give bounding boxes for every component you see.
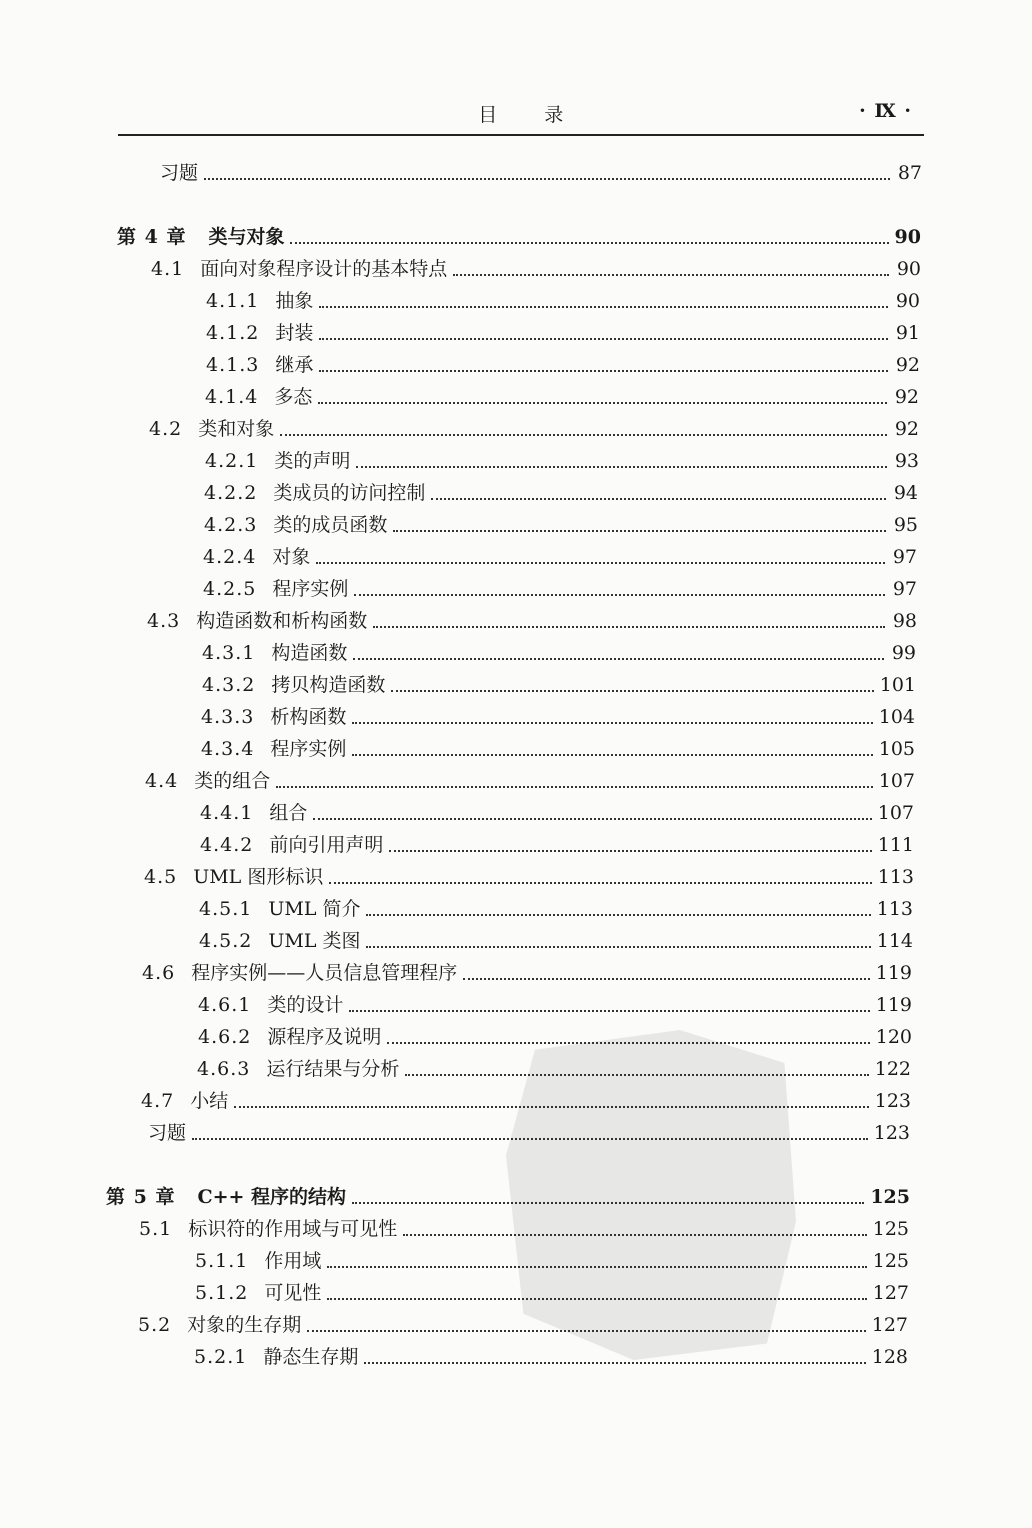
toc-dot-leader (393, 530, 886, 532)
toc-entry-title: 继承 (275, 354, 314, 376)
toc-dot-leader (354, 594, 885, 596)
toc-subsection-row (201, 702, 915, 730)
toc-entry-page: 90 (896, 258, 921, 280)
toc-entry-title: 类的组合 (194, 770, 271, 792)
toc-entry-title: C++ 程序的结构 (197, 1186, 347, 1208)
toc-subsection-row (204, 478, 918, 506)
toc-subsection-row (198, 1022, 912, 1050)
toc-dot-leader (290, 242, 888, 244)
toc-entry-number: 4.2 (149, 418, 183, 440)
toc-entry-number: 4.4 (145, 770, 179, 792)
toc-dot-leader (234, 1106, 869, 1108)
toc-subsection-row (195, 1278, 909, 1306)
toc-entry-page: 98 (892, 610, 917, 632)
toc-entry-page: 94 (893, 482, 918, 504)
toc-entry-page: 114 (876, 930, 913, 952)
toc-dot-leader (329, 882, 871, 884)
toc-dot-leader (387, 1042, 869, 1044)
toc-entry-number: 4.2.2 (204, 482, 258, 504)
toc-dot-leader (353, 658, 884, 660)
toc-entry-page: 92 (894, 386, 919, 408)
toc-entry-page: 111 (877, 834, 914, 856)
toc-entry-title: 习题 (160, 162, 199, 184)
toc-entry-title: 作用域 (264, 1250, 322, 1272)
toc-entry-number: 4.4.1 (200, 802, 254, 824)
toc-subsection-row (201, 734, 915, 762)
toc-subsection-row (194, 1342, 908, 1370)
toc-entry-title: UML 图形标识 (193, 866, 324, 888)
toc-section-row (147, 606, 917, 634)
page-header (118, 96, 924, 136)
toc-entry-number: 5.1.2 (195, 1282, 249, 1304)
toc-entry-page: 104 (878, 706, 915, 728)
toc-entry-page: 90 (895, 290, 920, 312)
toc-entry-number: 第 5 章 (106, 1186, 176, 1208)
toc-entry-number: 4.6 (142, 962, 176, 984)
toc-entry-title: 对象 (272, 546, 311, 568)
toc-dot-leader (366, 914, 870, 916)
toc-subsection-row (203, 542, 917, 570)
toc-entry-page: 97 (892, 578, 917, 600)
toc-section-row (145, 766, 915, 794)
toc-dot-leader (319, 370, 888, 372)
toc-entry-title: 拷贝构造函数 (271, 674, 386, 696)
toc-subsection-row (205, 382, 919, 410)
toc-entry-number: 5.1 (139, 1218, 173, 1240)
toc-entry-title: 类的声明 (274, 450, 351, 472)
toc-entry-title: 对象的生存期 (187, 1314, 302, 1336)
toc-entry-title: 习题 (148, 1122, 187, 1144)
toc-entry-title: 类的设计 (267, 994, 344, 1016)
toc-entry-number: 4.3 (147, 610, 181, 632)
toc-entry-number: 4.1.2 (206, 322, 260, 344)
toc-subsection-row (206, 286, 920, 314)
toc-entry-title: 类成员的访问控制 (273, 482, 426, 504)
toc-entry-page: 107 (878, 770, 915, 792)
toc-dot-leader (318, 402, 887, 404)
toc-subsection-row (202, 670, 916, 698)
toc-entry-number: 第 4 章 (117, 226, 187, 248)
toc-dot-leader (373, 626, 885, 628)
toc-entry-title: 多态 (274, 386, 313, 408)
toc-entry-title: 构造函数和析构函数 (196, 610, 368, 632)
toc-subsection-row (200, 830, 914, 858)
toc-entry-number: 4.7 (141, 1090, 175, 1112)
toc-entry-number: 4.3.3 (201, 706, 255, 728)
toc-entry-number: 4.1.4 (205, 386, 259, 408)
toc-entry-title: 析构函数 (270, 706, 347, 728)
toc-entry-page: 120 (875, 1026, 912, 1048)
toc-dot-leader (327, 1266, 866, 1268)
toc-entry-title: 类与对象 (208, 226, 285, 248)
toc-entry-page: 92 (894, 418, 919, 440)
toc-entry-number: 4.6.3 (197, 1058, 251, 1080)
toc-dot-leader (352, 722, 872, 724)
toc-entry-title: 封装 (275, 322, 314, 344)
toc-entry-number: 5.2 (138, 1314, 172, 1336)
toc-entry-title: 运行结果与分析 (266, 1058, 400, 1080)
toc-entry-page: 123 (874, 1090, 911, 1112)
toc-dot-leader (316, 562, 885, 564)
toc-entry-title: 构造函数 (271, 642, 348, 664)
toc-dot-leader (356, 466, 887, 468)
toc-entry-number: 4.1 (151, 258, 185, 280)
toc-entry-page: 93 (894, 450, 919, 472)
toc-dot-leader (431, 498, 886, 500)
toc-entry-number: 4.3.1 (202, 642, 256, 664)
toc-entry-page: 105 (878, 738, 915, 760)
page-title: 目 录 (478, 104, 564, 126)
toc-entry-number: 4.5.2 (199, 930, 253, 952)
toc-dot-leader (307, 1330, 866, 1332)
toc-entry-number: 4.1.3 (206, 354, 260, 376)
toc-subsection-row (199, 894, 913, 922)
toc-entry-number: 4.3.4 (201, 738, 255, 760)
toc-entry-number: 4.5 (144, 866, 178, 888)
toc-entry-page: 113 (876, 898, 913, 920)
toc-entry-title: 标识符的作用域与可见性 (188, 1218, 398, 1240)
toc-entry-title: 源程序及说明 (267, 1026, 382, 1048)
toc-subsection-row (197, 1054, 911, 1082)
toc-dot-leader (327, 1298, 866, 1300)
toc-entry-page: 123 (873, 1122, 910, 1144)
toc-subsection-row (195, 1246, 909, 1274)
toc-dot-leader (352, 1202, 864, 1204)
toc-section-row (142, 958, 912, 986)
toc-dot-leader (192, 1138, 868, 1140)
toc-dot-leader (319, 338, 888, 340)
toc-entry-page: 91 (895, 322, 920, 344)
toc-entry-page: 125 (872, 1218, 909, 1240)
toc-entry-page: 127 (871, 1314, 908, 1336)
toc-entry-number: 4.6.2 (198, 1026, 252, 1048)
toc-dot-leader (364, 1362, 865, 1364)
toc-entry-page: 128 (871, 1346, 908, 1368)
toc-subsection-row (205, 446, 919, 474)
toc-dot-leader (349, 1010, 869, 1012)
toc-entry-number: 4.2.5 (203, 578, 257, 600)
toc-entry-title: 程序实例 (272, 578, 349, 600)
page-number: · Ⅸ · (859, 100, 912, 122)
toc-dot-leader (391, 690, 873, 692)
toc-subsection-row (200, 798, 914, 826)
toc-subsection-row (203, 574, 917, 602)
toc-entry-page: 107 (877, 802, 914, 824)
toc-section-row (139, 1214, 909, 1242)
toc-entry-title: UML 简介 (268, 898, 361, 920)
toc-entry-title: 类的成员函数 (273, 514, 388, 536)
toc-entry-page: 125 (872, 1250, 909, 1272)
toc-entry-page: 119 (875, 994, 912, 1016)
toc-entry-page: 127 (872, 1282, 909, 1304)
toc-chapter-row (106, 1182, 910, 1210)
toc-section-row (149, 414, 919, 442)
toc-entry-title: 抽象 (275, 290, 314, 312)
toc-entry-page: 101 (879, 674, 916, 696)
toc-exercise-row (160, 158, 922, 186)
toc-dot-leader (319, 306, 888, 308)
toc-subsection-row (206, 318, 920, 346)
toc-section-row (151, 254, 921, 282)
toc-subsection-row (206, 350, 920, 378)
toc-entry-title: 类和对象 (198, 418, 275, 440)
toc-section-row (138, 1310, 908, 1338)
toc-dot-leader (204, 178, 890, 180)
toc-entry-page: 87 (897, 162, 922, 184)
toc-dot-leader (352, 754, 872, 756)
toc-entry-page: 119 (875, 962, 912, 984)
toc-entry-number: 5.2.1 (194, 1346, 248, 1368)
toc-entry-title: 可见性 (264, 1282, 322, 1304)
toc-entry-page: 90 (894, 226, 921, 248)
toc-dot-leader (276, 786, 873, 788)
toc-entry-number: 4.1.1 (206, 290, 260, 312)
toc-exercise-row (148, 1118, 910, 1146)
toc-entry-number: 4.2.4 (203, 546, 257, 568)
toc-dot-leader (463, 978, 870, 980)
toc-entry-page: 125 (870, 1186, 910, 1208)
toc-subsection-row (204, 510, 918, 538)
toc-entry-title: 程序实例 (270, 738, 347, 760)
toc-dot-leader (366, 946, 870, 948)
toc-entry-number: 5.1.1 (195, 1250, 249, 1272)
toc-entry-page: 92 (895, 354, 920, 376)
toc-section-row (141, 1086, 911, 1114)
toc-entry-title: 程序实例——人员信息管理程序 (191, 962, 458, 984)
toc-entry-number: 4.6.1 (198, 994, 252, 1016)
toc-entry-title: 前向引用声明 (269, 834, 384, 856)
toc-entry-number: 4.3.2 (202, 674, 256, 696)
toc-dot-leader (313, 818, 871, 820)
toc-dot-leader (453, 274, 889, 276)
toc-entry-title: 小结 (190, 1090, 229, 1112)
toc-section-row (144, 862, 914, 890)
toc-entry-page: 97 (892, 546, 917, 568)
toc-entry-title: 面向对象程序设计的基本特点 (200, 258, 448, 280)
toc-dot-leader (403, 1234, 867, 1236)
toc-dot-leader (280, 434, 887, 436)
toc-entry-number: 4.2.3 (204, 514, 258, 536)
toc-chapter-row (117, 222, 921, 250)
toc-subsection-row (199, 926, 913, 954)
toc-entry-number: 4.5.1 (199, 898, 253, 920)
toc-dot-leader (405, 1074, 868, 1076)
toc-entry-page: 99 (891, 642, 916, 664)
toc-entry-number: 4.2.1 (205, 450, 259, 472)
toc-entry-number: 4.4.2 (200, 834, 254, 856)
toc-entry-title: UML 类图 (268, 930, 361, 952)
toc-entry-title: 静态生存期 (263, 1346, 359, 1368)
toc-subsection-row (202, 638, 916, 666)
toc-entry-page: 95 (893, 514, 918, 536)
toc-entry-title: 组合 (269, 802, 308, 824)
toc-dot-leader (389, 850, 871, 852)
toc-entry-page: 113 (877, 866, 914, 888)
toc-subsection-row (198, 990, 912, 1018)
toc-entry-page: 122 (874, 1058, 911, 1080)
